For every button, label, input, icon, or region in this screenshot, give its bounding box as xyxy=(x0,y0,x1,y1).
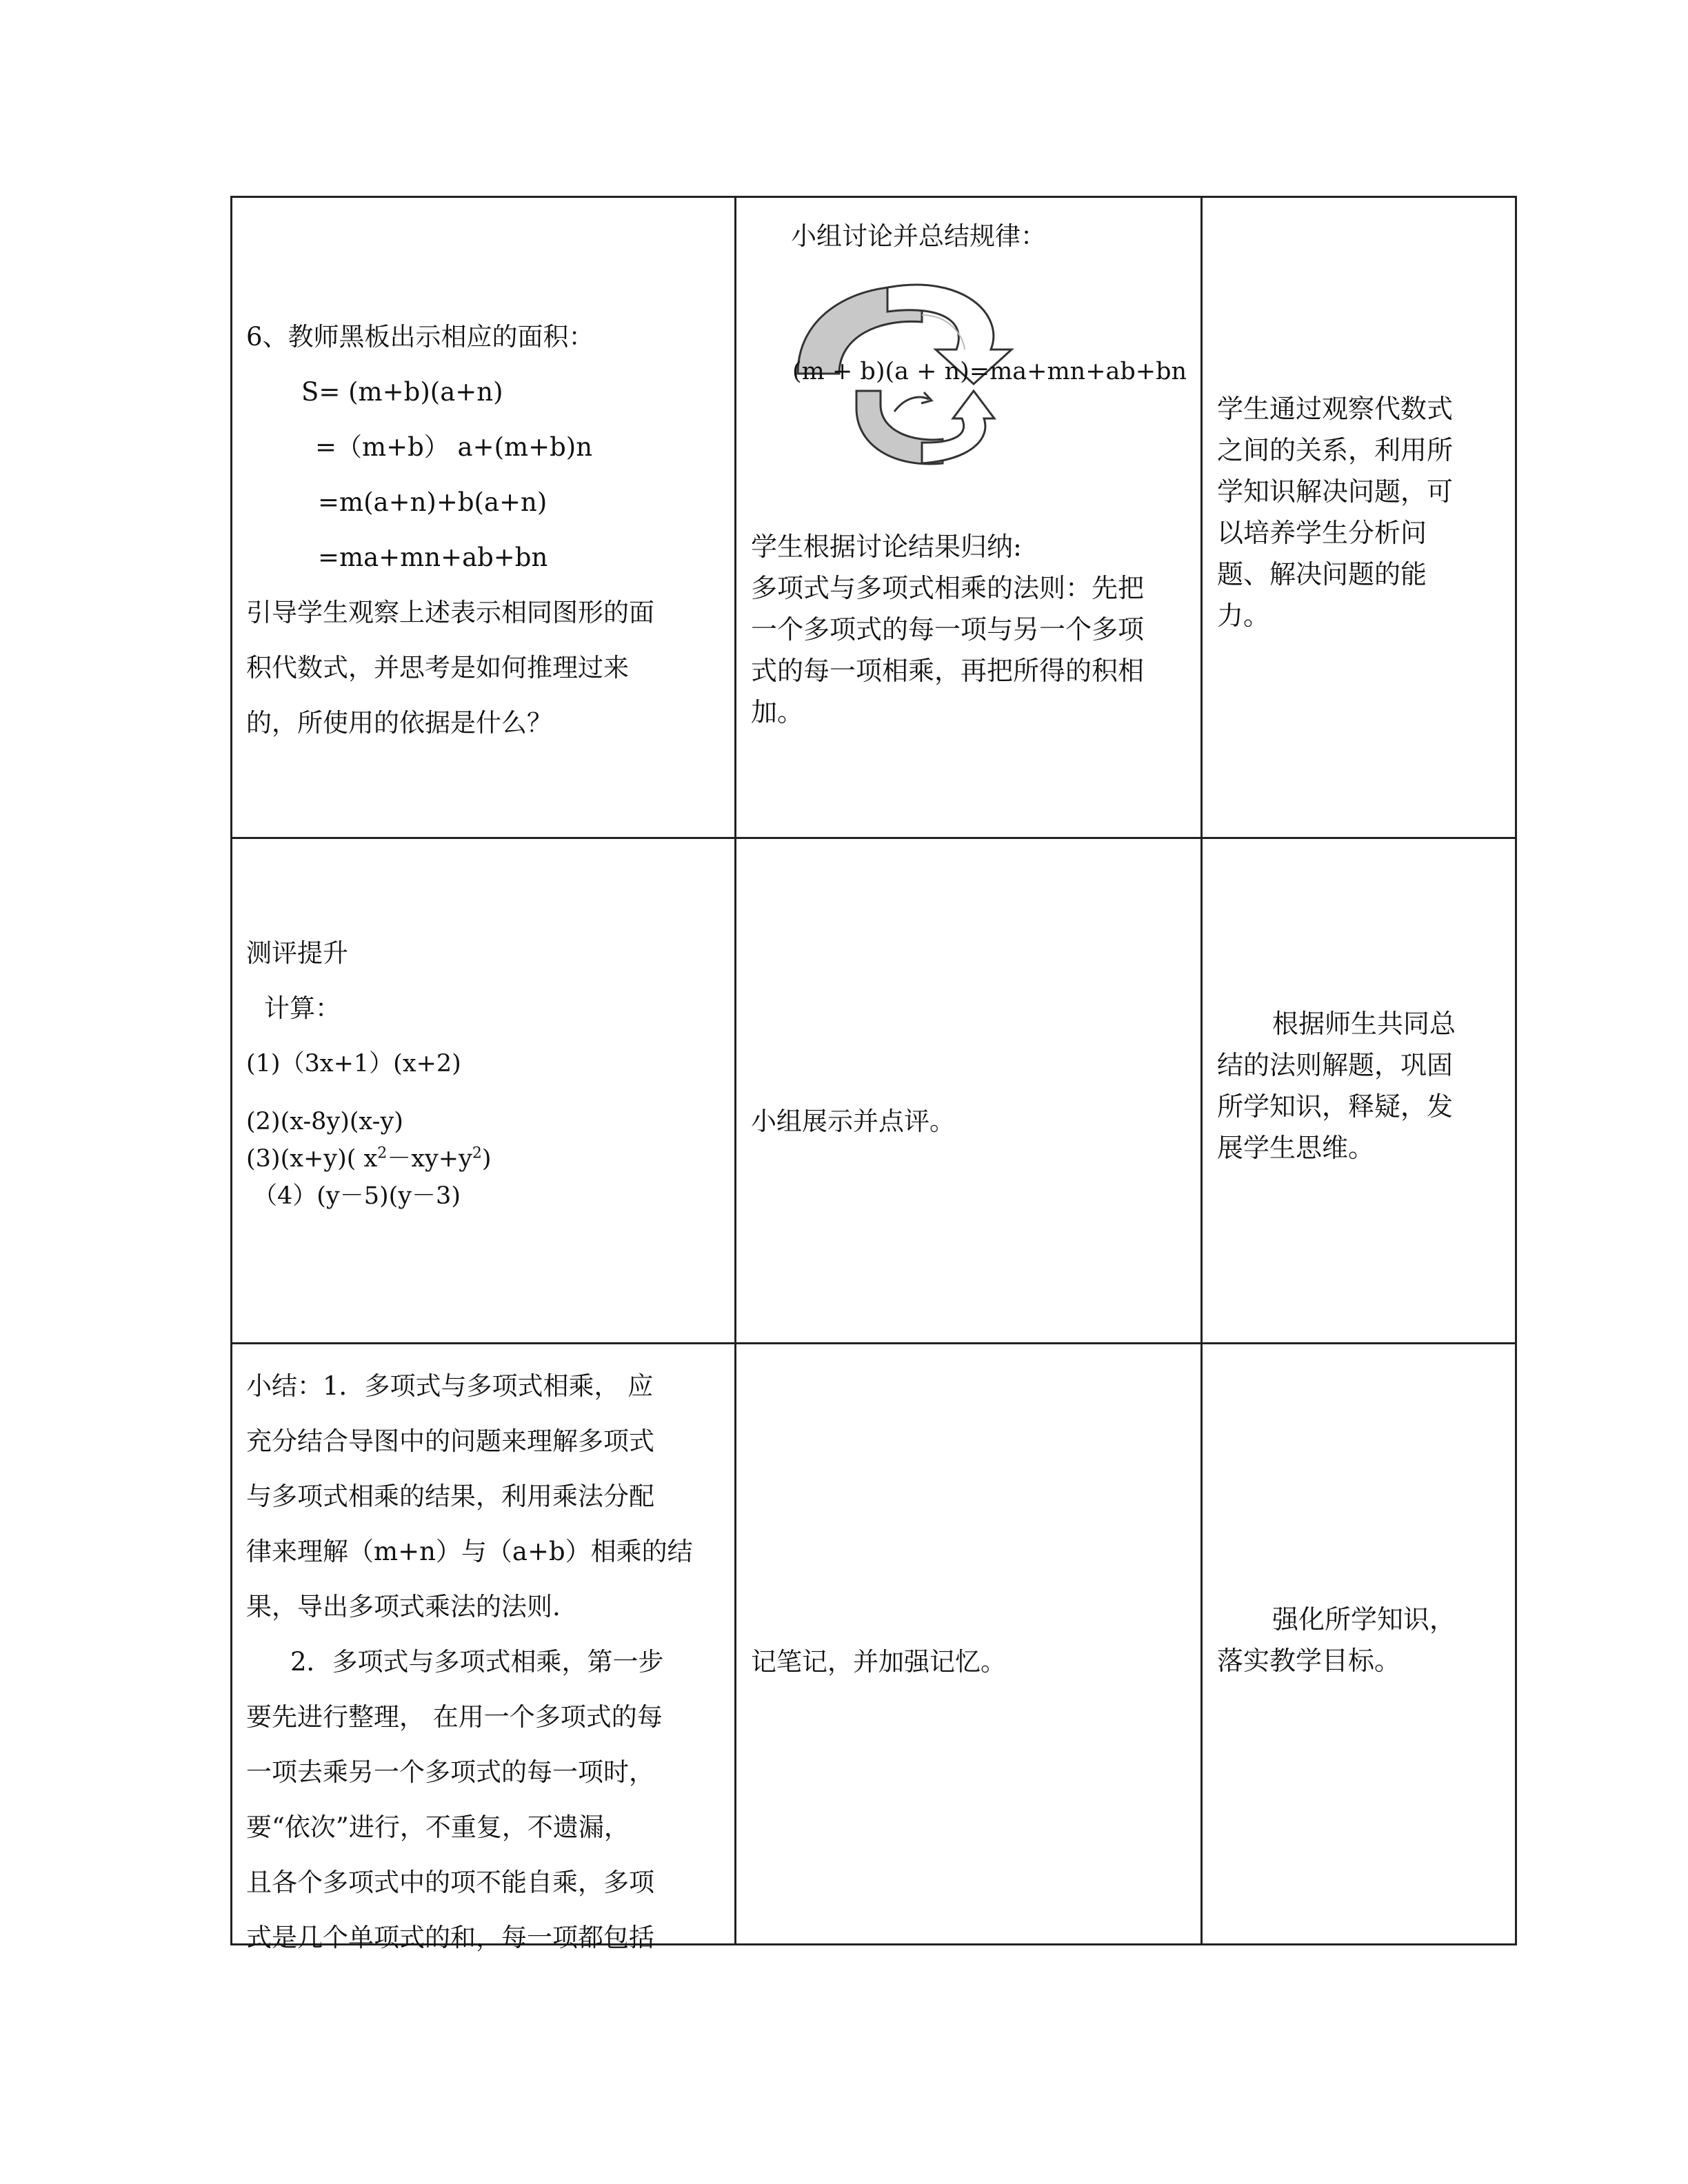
prompt-line-3: 的，所使用的依据是什么？ xyxy=(246,708,552,738)
column-divider-1 xyxy=(734,198,736,1943)
summary-line-4: 律来理解（m+n）与（a+b）相乘的结 xyxy=(246,1537,693,1566)
prompt-line-2: 积代数式，并思考是如何推理过来 xyxy=(246,653,629,682)
summary-line-9: 要“依次”进行，不重复，不遗漏， xyxy=(246,1812,630,1842)
summary-intro: 学生根据讨论结果归纳: xyxy=(751,532,1022,562)
bottom-right-arrow-icon xyxy=(922,391,994,463)
small-curved-arrow-icon xyxy=(894,397,929,412)
solve-line-4: 展学生思维。 xyxy=(1217,1133,1375,1163)
calculate-label: 计算： xyxy=(264,993,341,1023)
row1-col3-cell xyxy=(1217,388,1507,636)
reinforce-line-1: 强化所学知识， xyxy=(1272,1604,1456,1635)
exercise-2: (2)(x-8y)(x-y) xyxy=(246,1108,403,1135)
summary-line-5: 果，导出多项式乘法的法则. xyxy=(246,1592,561,1621)
group-presentation-text: 小组展示并点评。 xyxy=(751,1106,955,1136)
solve-line-2: 结的法则解题，巩固 xyxy=(1217,1050,1454,1080)
rule-line-3: 式的每一项相乘，再把所得的积相 xyxy=(751,656,1145,686)
row-divider-1 xyxy=(232,837,1515,839)
purpose-line-4: 以培养学生分析问 xyxy=(1217,518,1427,548)
equation-3: =m(a+n)+b(a+n) xyxy=(318,487,547,517)
summary-line-7: 要先进行整理， 在用一个多项式的每 xyxy=(246,1702,663,1732)
assessment-heading: 测评提升 xyxy=(246,938,348,968)
prompt-line-1: 引导学生观察上述表示相同图形的面 xyxy=(246,598,654,627)
rule-line-2: 一个多项式的每一项与另一个多项 xyxy=(751,614,1145,645)
summary-line-3: 与多项式相乘的结果，利用乘法分配 xyxy=(246,1482,654,1511)
summary-line-2: 充分结合导图中的问题来理解多项式 xyxy=(246,1426,654,1456)
purpose-line-3: 学知识解决问题，可 xyxy=(1217,476,1454,507)
purpose-line-5: 题、解决问题的能 xyxy=(1217,559,1427,589)
summary-line-10: 且各个多项式中的项不能自乘，多项 xyxy=(246,1868,654,1897)
exercise-4: （4）(y－5)(y－3) xyxy=(253,1182,461,1210)
note-taking-text: 记笔记，并加强记忆。 xyxy=(751,1647,1006,1677)
reinforce-line-2: 落实教学目标。 xyxy=(1217,1646,1401,1676)
summary-line-11: 式是几个单项式的和，每一项都包括 xyxy=(246,1923,654,1952)
equation-2: =（m+b） a+(m+b)n xyxy=(315,432,593,462)
summary-line-1: 小结：1．多项式与多项式相乘， 应 xyxy=(246,1371,654,1401)
area-heading: 6、教师黑板出示相应的面积： xyxy=(246,322,594,352)
purpose-line-6: 力。 xyxy=(1217,600,1270,631)
equation-1: S= (m+b)(a+n) xyxy=(301,377,503,407)
solve-line-3: 所学知识，释疑，发 xyxy=(1217,1091,1454,1122)
group-discussion-title: 小组讨论并总结规律： xyxy=(791,221,1046,251)
purpose-line-1: 学生通过观察代数式 xyxy=(1217,394,1454,424)
equation-4: =ma+mn+ab+bn xyxy=(318,543,548,572)
rule-line-1: 多项式与多项式相乘的法则：先把 xyxy=(751,573,1145,603)
row-divider-2 xyxy=(232,1342,1515,1344)
summary-line-6: 2．多项式与多项式相乘，第一步 xyxy=(290,1647,664,1677)
row3-col3-cell xyxy=(1217,1599,1507,1681)
exercise-3: (3)(x+y)( $x^2-xy+y^2$) xyxy=(246,1144,492,1173)
lesson-table xyxy=(230,196,1517,1952)
rule-line-4: 加。 xyxy=(751,697,804,727)
row2-col3-cell xyxy=(1217,1003,1507,1169)
rule-block xyxy=(751,526,1192,733)
solve-line-1: 根据师生共同总 xyxy=(1272,1009,1456,1039)
exercise-1: (1)（3x+1）(x+2) xyxy=(246,1050,461,1078)
purpose-line-2: 之间的关系，利用所 xyxy=(1217,435,1454,465)
summary-line-8: 一项去乘另一个多项式的每一项时， xyxy=(246,1757,654,1787)
expansion-formula: (m + b)(a + n)=ma+mn+ab+bn xyxy=(792,358,1187,385)
